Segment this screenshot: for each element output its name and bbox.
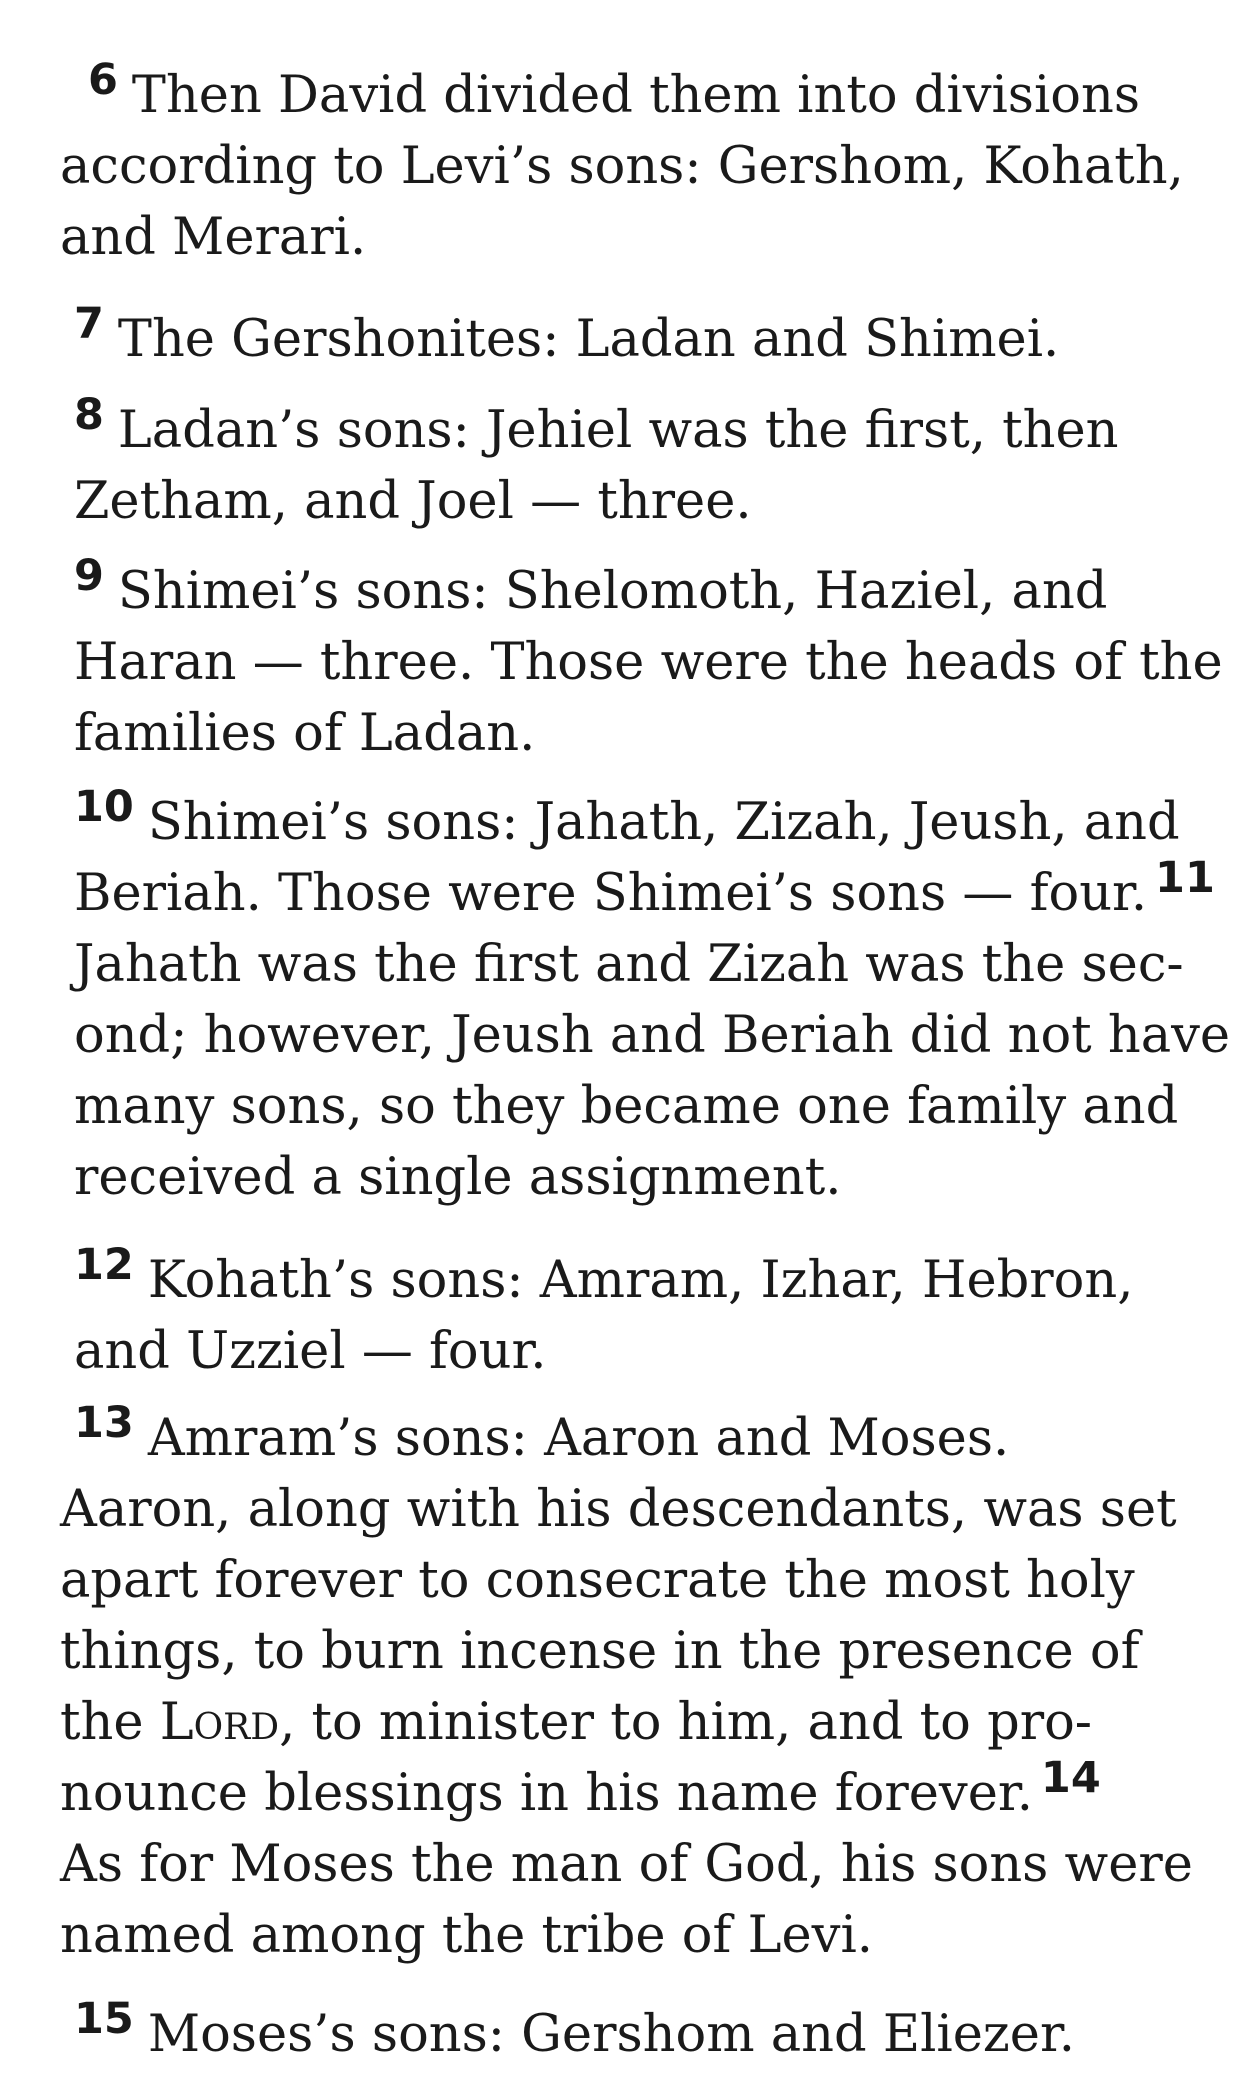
verse-number: 12 — [74, 1240, 134, 1290]
verse-8-line-1 — [74, 390, 1214, 466]
verse-text: Moses’s sons: Gershom and Eliezer. — [147, 2005, 1075, 2064]
verse-6-line-1 — [60, 55, 1200, 131]
verse-text: things, to burn incense in the presence of — [60, 1622, 1140, 1681]
verse-10-line-1 — [74, 782, 1214, 858]
verse-7-paragraph — [74, 299, 1214, 375]
verse-text: Amram’s sons: Aaron and Moses. — [147, 1409, 1010, 1468]
verse-number: 6 — [88, 55, 118, 105]
verse-13-line-5 — [60, 1687, 1200, 1758]
verse-text: Beriah. Those were Shimei’s sons — four. — [74, 864, 1148, 923]
verse-text: and Uzziel — four. — [74, 1322, 547, 1381]
verse-6-paragraph — [60, 55, 1200, 273]
verse-13-paragraph — [60, 1474, 1200, 1971]
verse-text: Haran — three. Those were the heads of the — [74, 633, 1223, 692]
verse-number: 11 — [1155, 853, 1215, 903]
verse-number: 8 — [74, 390, 104, 440]
verse-7-line-1 — [74, 299, 1214, 375]
verse-9-line-1 — [74, 551, 1214, 627]
verse-text: Jahath was the first and Zizah was the sec- — [74, 935, 1184, 994]
verse-text: Zetham, and Joel — three. — [74, 472, 752, 531]
verse-text: the — [60, 1693, 160, 1752]
verse-text: Aaron, along with his descendants, was set — [60, 1480, 1177, 1539]
verse-number: 9 — [74, 551, 104, 601]
verse-number: 10 — [74, 782, 134, 832]
verse-text: nounce blessings in his name forever. — [60, 1764, 1033, 1823]
verse-8-paragraph — [74, 390, 1214, 537]
verse-text: The Gershonites: Ladan and Shimei. — [117, 310, 1060, 369]
verse-text: received a single assignment. — [74, 1148, 842, 1207]
verse-text: Shimei’s sons: Jahath, Zizah, Jeush, and — [147, 793, 1180, 852]
verse-15-paragraph — [74, 1994, 1214, 2070]
verse-text: ond; however, Jeush and Beriah did not have — [74, 1006, 1231, 1065]
verse-text: named among the tribe of Levi. — [60, 1906, 873, 1965]
verse-text: Ladan’s sons: Jehiel was the first, then — [117, 401, 1119, 460]
divine-name: Lord — [159, 1693, 280, 1752]
verse-9-paragraph — [74, 551, 1223, 769]
verse-text: and Merari. — [60, 208, 367, 267]
verse-text: families of Ladan. — [74, 704, 536, 763]
verse-12-paragraph — [74, 1240, 1214, 1387]
verse-number: 7 — [74, 299, 104, 349]
verse-13-heading — [74, 1398, 1214, 1474]
verse-12-line-1 — [74, 1240, 1214, 1316]
verse-text: Then David divided them into divisions — [131, 66, 1141, 125]
verse-text: Shimei’s sons: Shelomoth, Haziel, and — [117, 562, 1108, 621]
verse-text: Kohath’s sons: Amram, Izhar, Hebron, — [147, 1251, 1134, 1310]
verse-text: according to Levi’s sons: Gershom, Kohath, — [60, 137, 1184, 196]
verse-13-line-6 — [60, 1753, 1200, 1829]
verse-text: many sons, so they became one family and — [74, 1077, 1179, 1136]
verse-text: , to minister to him, and to pro- — [279, 1693, 1093, 1752]
verse-10-paragraph — [74, 782, 1231, 1213]
verse-15-line-1 — [74, 1994, 1214, 2070]
verse-number: 15 — [74, 1994, 134, 2044]
verse-text: As for Moses the man of God, his sons were — [60, 1835, 1193, 1894]
verse-13-line-1 — [74, 1398, 1214, 1474]
verse-number: 13 — [74, 1398, 134, 1448]
verse-text: apart forever to consecrate the most holy — [60, 1551, 1135, 1610]
verse-10-line-2 — [74, 853, 1215, 929]
verse-number: 14 — [1040, 1753, 1101, 1803]
